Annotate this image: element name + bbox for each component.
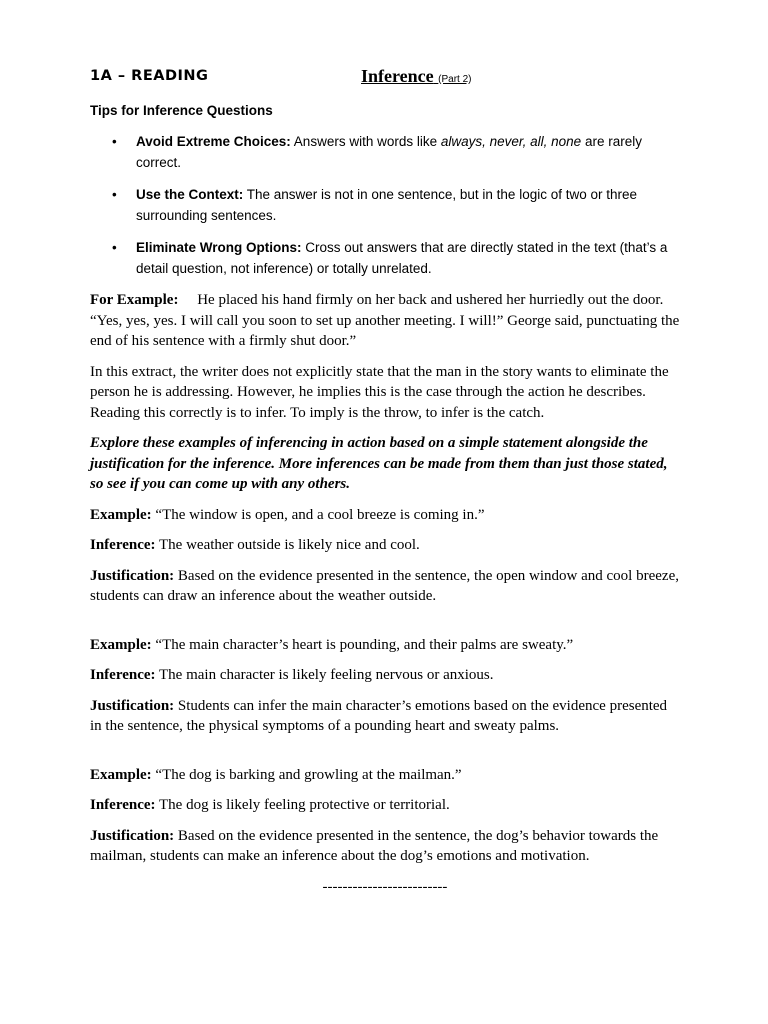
justification-line	[90, 696, 680, 737]
inference-line	[90, 665, 680, 686]
section-label: 1A – READING	[90, 68, 209, 84]
title-text: Inference	[361, 66, 434, 86]
intro-example	[90, 290, 680, 352]
bullet-icon: •	[112, 187, 117, 202]
inference-line	[90, 795, 680, 816]
page-title	[361, 66, 472, 87]
justification-line	[90, 826, 680, 867]
explanation-paragraph: In this extract, the writer does not explicitly state that the man in the story wants to eliminate the person he is addressing. However, he implies this is the case through the action he describes. Reading this correctly is to infer. To imply is the throw, to infer is the catch.	[90, 363, 669, 421]
example-line	[90, 635, 680, 656]
bullet-icon: •	[112, 134, 117, 149]
justification-text: Based on the evidence presented in the sentence, the dog’s behavior towards the mailman, students can make an inference about the dog’s emotions and motivation.	[90, 827, 659, 864]
intro-example-text: He placed his hand firmly on her back and ushered her hurriedly out the door. “Yes, yes, yes. I will call you soon to set up another meeting. I will!” George said, punctuating the end of his sentence with a firmly shut door.”	[90, 292, 680, 349]
title-part: (Part 2)	[438, 74, 472, 85]
tip-term: Use the Context:	[136, 187, 244, 202]
tip-term: Eliminate Wrong Options:	[136, 240, 302, 255]
example-text: “The main character’s heart is pounding, and their palms are sweaty.”	[155, 636, 574, 653]
inference-text: The weather outside is likely nice and cool.	[159, 537, 420, 553]
inference-text: The main character is likely feeling nervous or anxious.	[159, 667, 494, 683]
justification-label: Justification:	[90, 697, 175, 714]
tip-text: Cross out answers that are directly stated in the text (that’s a detail question, not inference) or totally unrelated.	[136, 240, 668, 276]
tip-item	[90, 237, 680, 279]
justification-label: Justification:	[90, 827, 175, 844]
tip-term: Avoid Extreme Choices:	[136, 134, 291, 149]
section-divider: -------------------------	[322, 878, 448, 895]
tip-item	[90, 131, 680, 173]
justification-label: Justification:	[90, 567, 175, 584]
example-label: Example:	[90, 636, 152, 653]
justification-text: Based on the evidence presented in the sentence, the open window and cool breeze, students can draw an inference about the weather outside.	[90, 567, 679, 604]
tips-heading: Tips for Inference Questions	[90, 103, 273, 118]
example-label: Example:	[90, 766, 152, 783]
instruction-paragraph: Explore these examples of inferencing in action based on a simple statement alongside the justification for the inference. More inferences can be made from them than just those stated, so see if you can come up with any others.	[90, 435, 668, 492]
tip-text: Answers with words like	[290, 134, 441, 149]
inference-line	[90, 535, 680, 556]
header	[90, 66, 690, 90]
tips-list	[90, 131, 680, 279]
document-body	[90, 100, 680, 897]
tip-item	[90, 184, 680, 226]
intro-example-label: For Example:	[90, 292, 179, 308]
example-text: “The dog is barking and growling at the mailman.”	[155, 766, 462, 783]
inference-label: Inference:	[90, 537, 156, 553]
example-line	[90, 765, 680, 786]
justification-line	[90, 566, 680, 607]
inference-label: Inference:	[90, 667, 156, 683]
bullet-icon: •	[112, 240, 117, 255]
example-text: “The window is open, and a cool breeze is coming in.”	[155, 506, 485, 523]
inference-label: Inference:	[90, 797, 156, 813]
example-label: Example:	[90, 506, 152, 523]
spacer	[90, 747, 680, 765]
example-line	[90, 505, 680, 526]
spacer	[90, 617, 680, 635]
tip-text: The answer is not in one sentence, but in the logic of two or three surrounding sentences.	[136, 187, 638, 223]
tip-emphasis: always, never, all, none	[440, 134, 582, 149]
inference-text: The dog is likely feeling protective or territorial.	[159, 797, 450, 813]
justification-text: Students can infer the main character’s emotions based on the evidence presented in the sentence, the physical symptoms of a pounding heart and sweaty palms.	[90, 697, 668, 734]
tip-text: are rarely correct.	[136, 134, 642, 170]
